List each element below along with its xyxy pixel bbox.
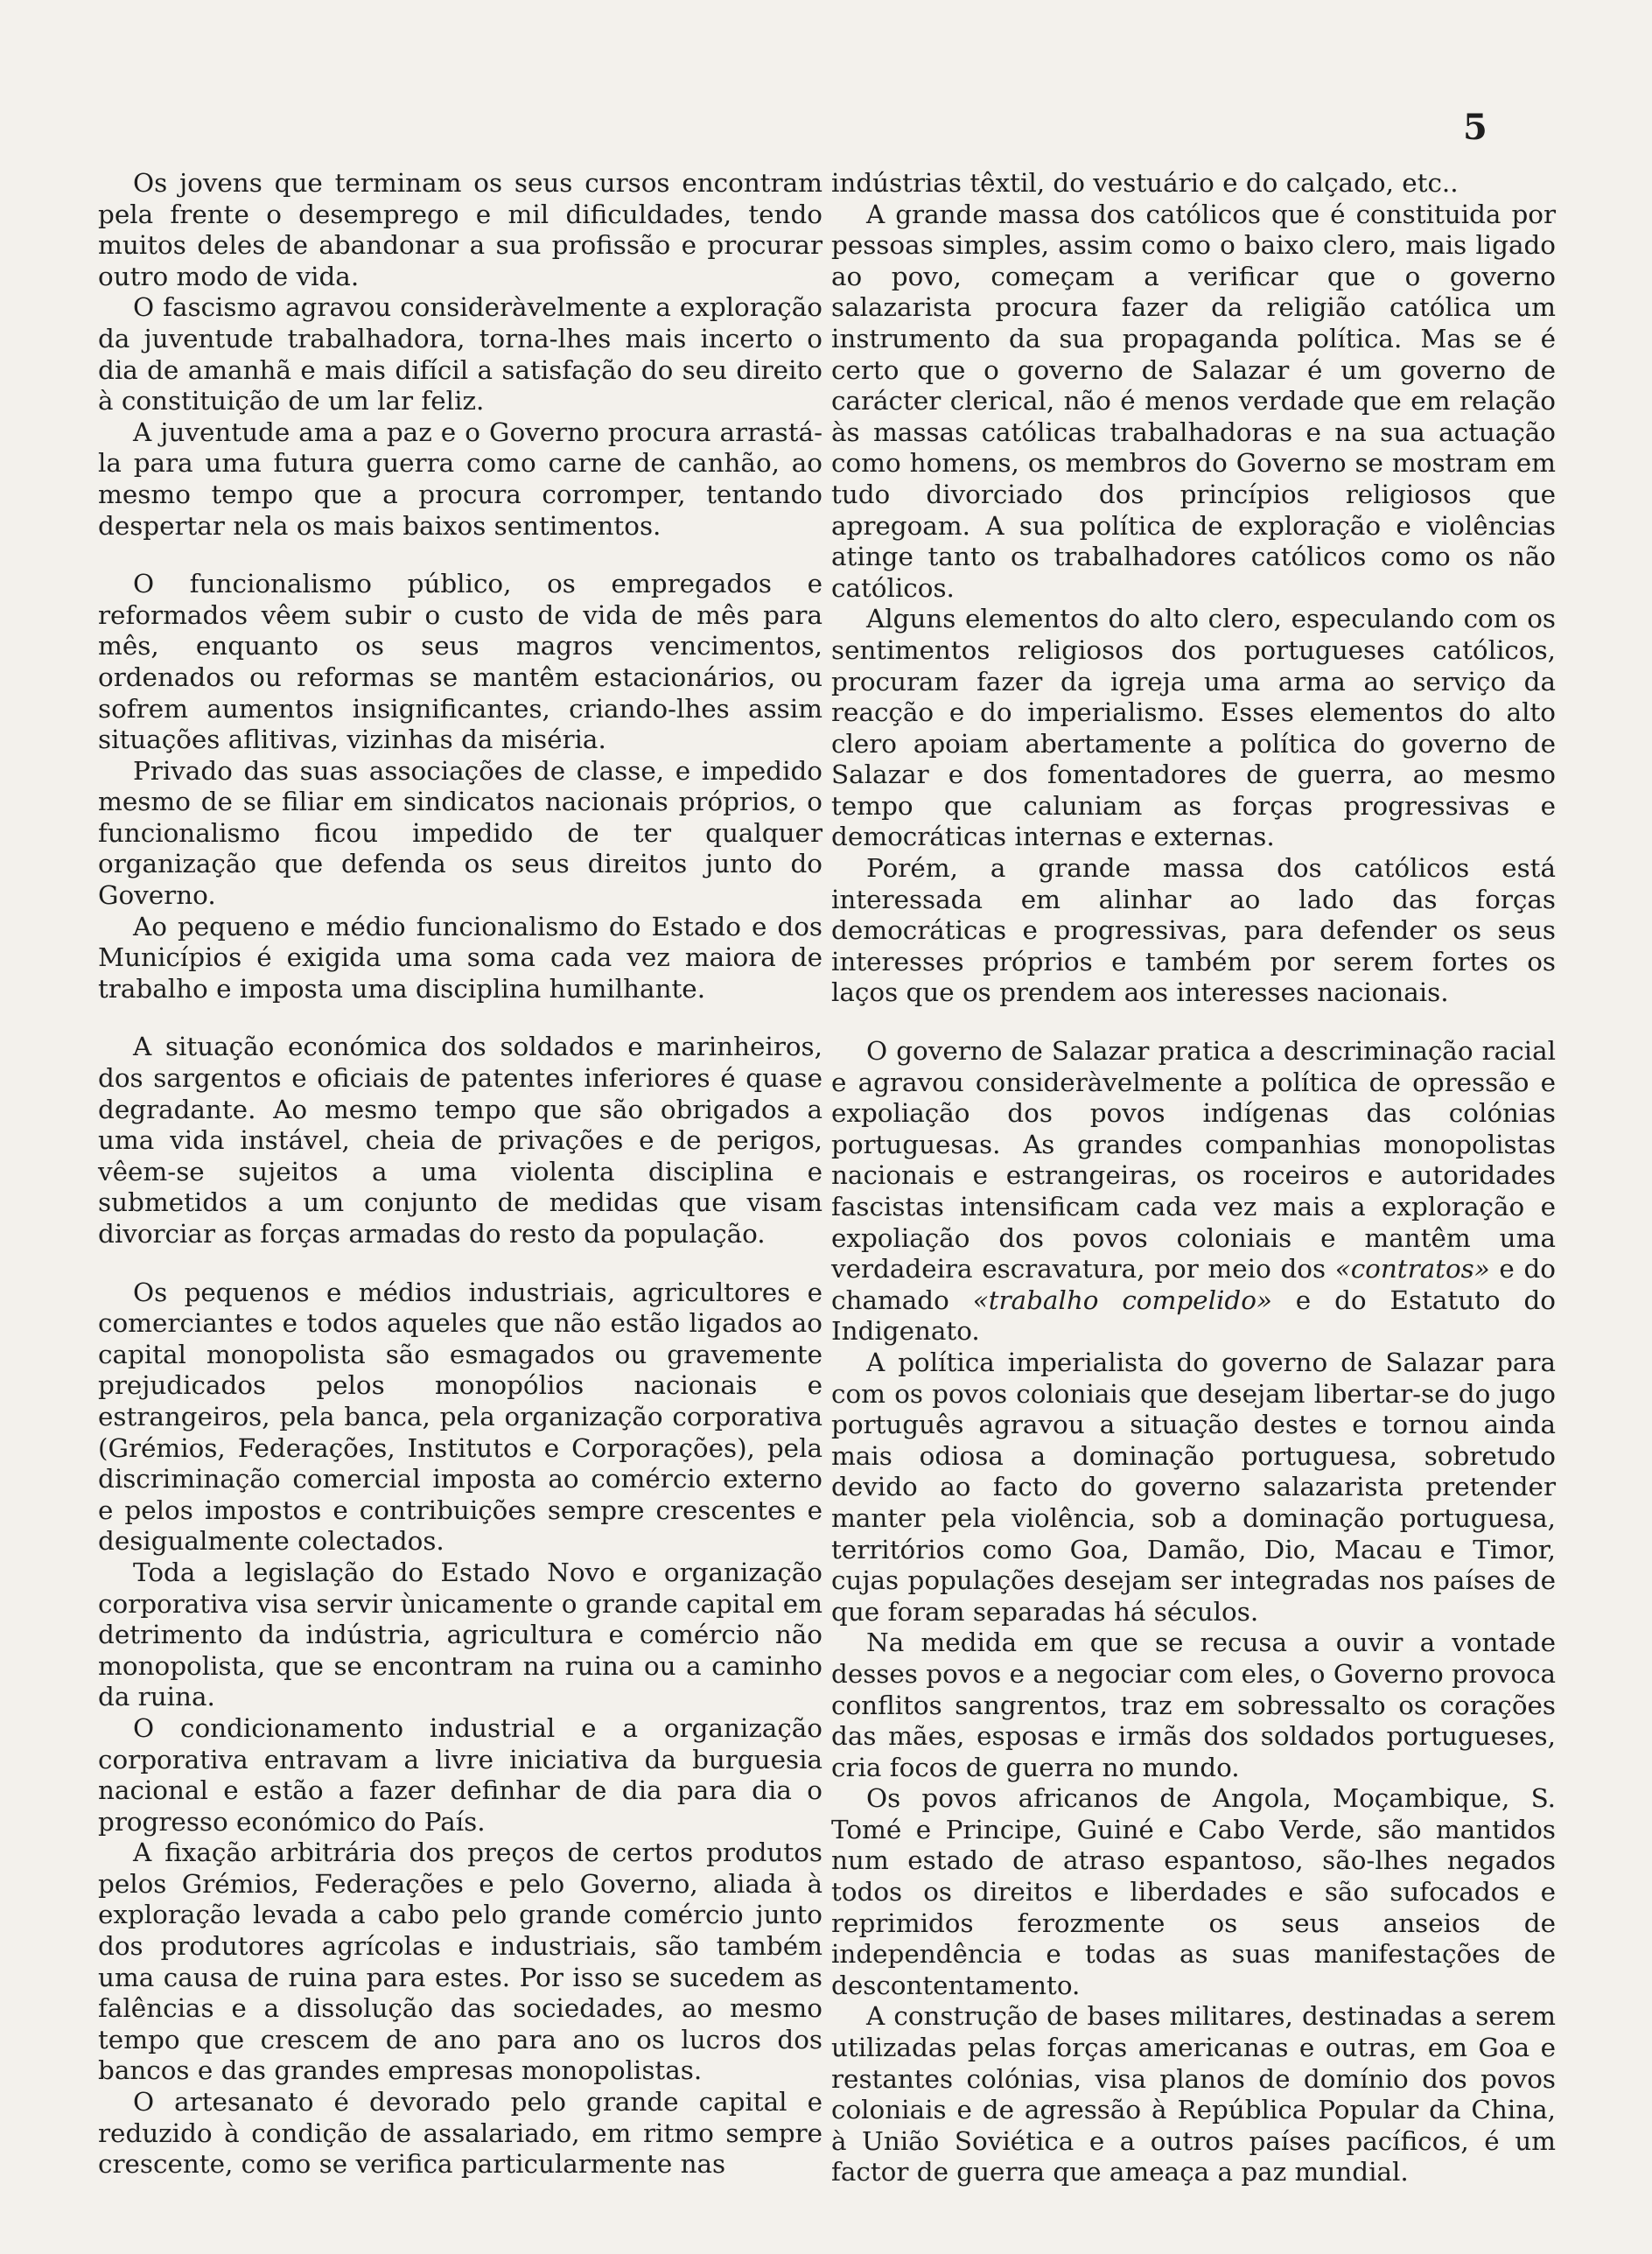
paragraph: A juventude ama a paz e o Governo procura arrastá-la para uma futura guerra como carne de canhão, ao mesmo tempo que a procura corromper, tentando despertar nela os mais baixos sentimentos.	[98, 416, 822, 541]
right-column	[831, 168, 1556, 2188]
paragraph: A grande massa dos católicos que é constituida por pessoas simples, assim como o baixo clero, mais ligado ao povo, começam a verificar que o governo salazarista procura fazer da religião católica um instrumento da sua propaganda política. Mas se é certo que o governo de Salazar é um governo de carácter clerical, não é menos verdade que em relação às massas católicas trabalhadoras e na sua actuação como homens, os membros do Governo se mostram em tudo divorciado dos princípios religiosos que apregoam. A sua política de exploração e violências atinge tanto os trabalhadores católicos como os não católicos.	[831, 199, 1556, 603]
paragraph: Na medida em que se recusa a ouvir a vontade desses povos e a negociar com eles, o Governo provoca conflitos sangrentos, traz em sobressalto os corações das mães, esposas e irmãs dos soldados portugueses, cria focos de guerra no mundo.	[831, 1628, 1556, 1782]
paragraph: O funcionalismo público, os empregados e reformados vêem subir o custo de vida de mês para mês, enquanto os seus magros vencimentos, ordenados ou reformas se mantêm estacionários, ou sofrem aumentos insignificantes, criando-lhes assim situações aflitivas, vizinhas da miséria.	[98, 569, 822, 755]
paragraph-text: e do Estatuto do Indigenato.	[831, 1284, 1557, 1347]
left-column	[98, 168, 822, 2180]
paragraph-text: O governo de Salazar pratica a descriminação racial e agravou consideràvelmente a política de opressão e expoliação dos povos indígenas das colónias portuguesas. As grandes companhias monopolistas nacionais e estrangeiras, os roceiros e autoridades fascistas intensificam cada vez mais a exploração e expoliação dos povos coloniais e mantêm uma verdadeira escravatura, por meio dos	[831, 1036, 1556, 1284]
paragraph: A construção de bases militares, destinadas a serem utilizadas pelas forças americanas e outras, em Goa e restantes colónias, visa planos de domínio dos povos coloniais e de agressão à República Popular da China, à União Soviética e a outros países pacíficos, é um factor de guerra que ameaça a paz mundial.	[831, 2001, 1556, 2188]
paragraph: Os jovens que terminam os seus cursos encontram pela frente o desemprego e mil dificuldades, tendo muitos deles de abandonar a sua profissão e procurar outro modo de vida.	[98, 168, 822, 291]
paragraph: Privado das suas associações de classe, e impedido mesmo de se filiar em sindicatos nacionais próprios, o funcionalismo ficou impedido de ter qualquer organização que defenda os seus direitos junto do Governo.	[98, 755, 822, 911]
paragraph: Ao pequeno e médio funcionalismo do Estado e dos Municípios é exigida uma soma cada vez maiora de trabalho e imposta uma disciplina humilhante.	[98, 911, 822, 1004]
paragraph	[831, 1036, 1556, 1348]
paragraph: Os povos africanos de Angola, Moçambique, S. Tomé e Principe, Guiné e Cabo Verde, são mantidos num estado de atraso espantoso, são-lhes negados todos os direitos e liberdades e são sufocados e reprimidos ferozmente os seus anseios de independência e todas as suas manifestações de descontentamento.	[831, 1783, 1556, 2000]
emphasis-contratos: «contratos»	[1334, 1254, 1490, 1284]
paragraph: Toda a legislação do Estado Novo e organização corporativa visa servir ùnicamente o grande capital em detrimento da indústria, agricultura e comércio não monopolista, que se encontram na ruina ou a caminho da ruina.	[98, 1557, 822, 1712]
emphasis-trabalho-compelido: «trabalho compelido»	[972, 1284, 1272, 1315]
paragraph: A fixação arbitrária dos preços de certos produtos pelos Grémios, Federações e pelo Governo, aliada à exploração levada a cabo pelo grande comércio junto dos produtores agrícolas e industriais, são também uma causa de ruina para estes. Por isso se sucedem as falências e a dissolução das sociedades, ao mesmo tempo que crescem de ano para ano os lucros dos bancos e das grandes empresas monopolistas.	[98, 1838, 822, 2086]
paragraph: O fascismo agravou consideràvelmente a exploração da juventude trabalhadora, torna-lhes mais incerto o dia de amanhã e mais difícil a satisfação do seu direito à constituição de um lar feliz.	[98, 292, 822, 416]
paragraph: Porém, a grande massa dos católicos está interessada em alinhar ao lado das forças democráticas e progressivas, para defender os seus interesses próprios e também por serem fortes os laços que os prendem aos interesses nacionais.	[831, 853, 1556, 1008]
paragraph-text: e do chamado	[831, 1254, 1556, 1315]
paragraph: O condicionamento industrial e a organização corporativa entravam a livre iniciativa da burguesia nacional e estão a fazer definhar de dia para dia o progresso económico do País.	[98, 1712, 822, 1837]
page-number: 5	[1463, 107, 1488, 148]
paragraph: A situação económica dos soldados e marinheiros, dos sargentos e oficiais de patentes inferiores é quase degradante. Ao mesmo tempo que são obrigados a uma vida instável, cheia de privações e de perigos, vêem-se sujeitos a uma violenta disciplina e submetidos a um conjunto de medidas que visam divorciar as forças armadas do resto da população.	[98, 1032, 822, 1249]
paragraph: Os pequenos e médios industriais, agricultores e comerciantes e todos aqueles que não estão ligados ao capital monopolista são esmagados ou gravemente prejudicados pelos monopólios nacionais e estrangeiros, pela banca, pela organização corporativa (Grémios, Federações, Institutos e Corporações), pela discriminação comercial imposta ao comércio externo e pelos impostos e contribuições sempre crescentes e desigualmente colectados.	[98, 1277, 822, 1557]
paragraph: Alguns elementos do alto clero, especulando com os sentimentos religiosos dos portugueses católicos, procuram fazer da igreja uma arma ao serviço da reacção e do imperialismo. Esses elementos do alto clero apoiam abertamente a política do governo de Salazar e dos fomentadores de guerra, ao mesmo tempo que caluniam as forças progressivas e democráticas internas e externas.	[831, 604, 1556, 852]
continuation-line: indústrias têxtil, do vestuário e do calçado, etc..	[831, 168, 1459, 198]
paragraph: O artesanato é devorado pelo grande capital e reduzido à condição de assalariado, em ritmo sempre crescente, como se verifica particularmente nas	[98, 2087, 822, 2180]
paragraph: A política imperialista do governo de Salazar para com os povos coloniais que desejam libertar-se do jugo português agravou a situação destes e tornou ainda mais odiosa a dominação portuguesa, sobretudo devido ao facto do governo salazarista pretender manter pela violência, sob a dominação portuguesa, territórios como Goa, Damão, Dio, Macau e Timor, cujas populações desejam ser integradas nos países de que foram separadas há séculos.	[831, 1347, 1556, 1627]
